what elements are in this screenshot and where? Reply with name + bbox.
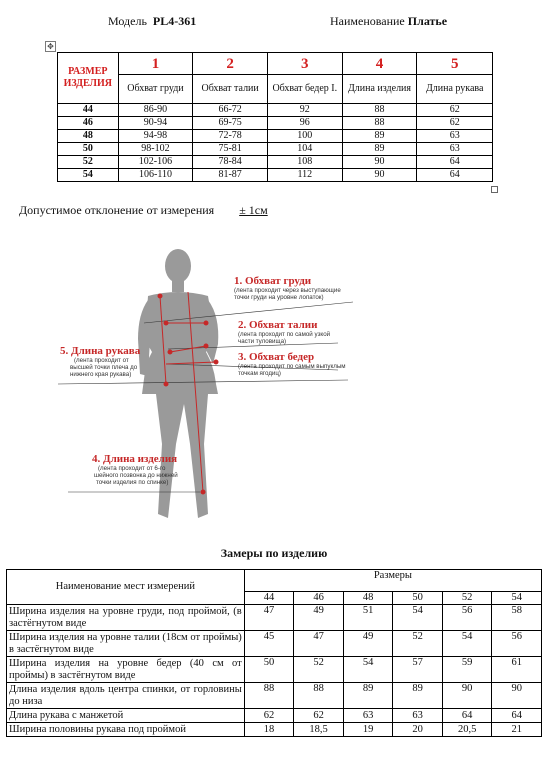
- table-cell: 86-90: [118, 104, 193, 117]
- table-cell: 96: [267, 117, 342, 130]
- table-cell: 88: [244, 683, 294, 709]
- table-cell: 69-75: [193, 117, 268, 130]
- row-name: Ширина изделия на уровне бедер (40 см от проймы) в застёгнутом виде: [7, 657, 245, 683]
- table-cell: 45: [244, 631, 294, 657]
- table-cell: 62: [417, 104, 493, 117]
- table-row: [7, 723, 542, 737]
- table-cell: 54: [58, 169, 119, 182]
- table-row: [7, 657, 542, 683]
- label-chest-note: точки груди на уровне лопаток): [234, 294, 324, 301]
- table-cell: 58: [492, 605, 542, 631]
- table-cell: 88: [342, 104, 417, 117]
- table-cell: 46: [58, 117, 119, 130]
- table-cell: 106-110: [118, 169, 193, 182]
- table-cell: 51: [343, 605, 393, 631]
- sizes-header: Размеры: [244, 570, 541, 592]
- table-cell: 100: [267, 130, 342, 143]
- table-row: [7, 709, 542, 723]
- label-waist: [238, 319, 331, 345]
- measurements-table: [6, 569, 542, 737]
- label-sleeve-note: (лента проходит от: [74, 357, 129, 364]
- table-cell: 75-81: [193, 143, 268, 156]
- table-row: [7, 683, 542, 709]
- table-cell: 102-106: [118, 156, 193, 169]
- size-cell: 50: [393, 592, 443, 605]
- column-name: Обхват талии: [193, 75, 268, 104]
- size-cell: 46: [294, 592, 344, 605]
- table-cell: 59: [442, 657, 492, 683]
- table-row: [58, 143, 493, 156]
- row-name: Длина изделия вдоль центра спинки, от горловины до низа: [7, 683, 245, 709]
- table-row: [7, 605, 542, 631]
- model-value: PL4-361: [152, 14, 197, 28]
- name-value: Платье: [407, 14, 448, 28]
- table-cell: 98-102: [118, 143, 193, 156]
- label-chest: [234, 275, 341, 301]
- column-name: Длина изделия: [342, 75, 417, 104]
- table-cell: 108: [267, 156, 342, 169]
- size-cell: 48: [343, 592, 393, 605]
- table-cell: 64: [492, 709, 542, 723]
- table-cell: 64: [417, 156, 493, 169]
- table-cell: 47: [294, 631, 344, 657]
- model-line: [108, 14, 196, 29]
- table-cell: 104: [267, 143, 342, 156]
- table-cell: 62: [244, 709, 294, 723]
- table-cell: 50: [58, 143, 119, 156]
- table-cell: 94-98: [118, 130, 193, 143]
- label-chest-title: 1. Обхват груди: [234, 275, 312, 287]
- table-cell: 90: [342, 156, 417, 169]
- table-cell: 63: [417, 143, 493, 156]
- row-name: Ширина половины рукава под проймой: [7, 723, 245, 737]
- name-label: Наименование: [330, 14, 405, 28]
- table-cell: 66-72: [193, 104, 268, 117]
- table-cell: 88: [294, 683, 344, 709]
- table-cell: 78-84: [193, 156, 268, 169]
- table-cell: 54: [343, 657, 393, 683]
- row-name: Длина рукава с манжетой: [7, 709, 245, 723]
- table-cell: 88: [342, 117, 417, 130]
- table-cell: 89: [342, 130, 417, 143]
- table-cell: 48: [58, 130, 119, 143]
- measurements-title: Замеры по изделию: [220, 546, 328, 560]
- column-name: Обхват груди: [118, 75, 193, 104]
- label-hips: [238, 351, 346, 377]
- table-cell: 89: [393, 683, 443, 709]
- row-name: Ширина изделия на уровне талии (18см от проймы) в застёгнутом виде: [7, 631, 245, 657]
- table-row: [58, 117, 493, 130]
- label-sleeve-title: 5. Длина рукава: [60, 345, 141, 357]
- table-cell: 72-78: [193, 130, 268, 143]
- table-cell: 57: [393, 657, 443, 683]
- table-cell: 52: [58, 156, 119, 169]
- table-row: [7, 631, 542, 657]
- tolerance-value: ± 1см: [239, 203, 268, 217]
- table-cell: 52: [393, 631, 443, 657]
- label-length-title: 4. Длина изделия: [92, 453, 178, 465]
- table-cell: 64: [417, 169, 493, 182]
- table-cell: 90: [342, 169, 417, 182]
- table-cell: 54: [442, 631, 492, 657]
- size-header: РАЗМЕР ИЗДЕЛИЯ: [58, 53, 119, 104]
- table-cell: 90: [492, 683, 542, 709]
- model-label: Модель: [108, 14, 147, 28]
- label-waist-title: 2. Обхват талии: [238, 319, 318, 331]
- table-row: [58, 130, 493, 143]
- table-cell: 47: [244, 605, 294, 631]
- row-name: Ширина изделия на уровне груди, под проймой, (в застёгнутом виде: [7, 605, 245, 631]
- table-cell: 63: [343, 709, 393, 723]
- name-line: [330, 14, 447, 29]
- table-cell: 49: [343, 631, 393, 657]
- tolerance-line: [19, 203, 268, 218]
- table-cell: 56: [442, 605, 492, 631]
- table-cell: 92: [267, 104, 342, 117]
- label-waist-note: части туловища): [238, 338, 287, 345]
- table-cell: 20,5: [442, 723, 492, 737]
- table-row: [58, 104, 493, 117]
- column-number: 5: [417, 53, 493, 75]
- table-row: [58, 169, 493, 182]
- label-length-note: (лента проходит от 6-го: [98, 465, 166, 472]
- table-cell: 52: [294, 657, 344, 683]
- column-number: 3: [267, 53, 342, 75]
- label-waist-note: (лента проходит по самой узкой: [238, 331, 331, 338]
- table-cell: 20: [393, 723, 443, 737]
- table-cell: 64: [442, 709, 492, 723]
- table-cell: 62: [294, 709, 344, 723]
- table-cell: 61: [492, 657, 542, 683]
- size-table: [57, 52, 493, 182]
- column-name: Обхват бедер I.: [267, 75, 342, 104]
- table-cell: 19: [343, 723, 393, 737]
- table-cell: 56: [492, 631, 542, 657]
- size-cell: 52: [442, 592, 492, 605]
- table-cell: 81-87: [193, 169, 268, 182]
- table-cell: 63: [393, 709, 443, 723]
- column-number: 1: [118, 53, 193, 75]
- table-cell: 89: [342, 143, 417, 156]
- table-cell: 50: [244, 657, 294, 683]
- size-cell: 54: [492, 592, 542, 605]
- label-sleeve-note: высшей точки плеча до: [70, 364, 138, 371]
- label-hips-note: точкам ягодиц): [238, 370, 281, 377]
- measurement-figure: [48, 244, 368, 529]
- table-cell: 18: [244, 723, 294, 737]
- label-hips-note: (лента проходит по самым выпуклым: [238, 363, 346, 370]
- table-cell: 62: [417, 117, 493, 130]
- table-cell: 49: [294, 605, 344, 631]
- size-cell: 44: [244, 592, 294, 605]
- table-cell: 112: [267, 169, 342, 182]
- column-name: Длина рукава: [417, 75, 493, 104]
- table-cell: 89: [343, 683, 393, 709]
- label-hips-title: 3. Обхват бедер: [238, 351, 315, 363]
- label-length-note: точки изделия по спинке): [96, 479, 169, 486]
- tolerance-text: Допустимое отклонение от измерения: [19, 203, 215, 217]
- label-sleeve-note: нижнего края рукава): [70, 371, 132, 378]
- label-length-note: шейного позвонка до нижней: [94, 472, 178, 479]
- table-cell: 90-94: [118, 117, 193, 130]
- table-cell: 63: [417, 130, 493, 143]
- table-cell: 54: [393, 605, 443, 631]
- table-cell: 21: [492, 723, 542, 737]
- table-move-handle-icon[interactable]: ✥: [45, 41, 56, 52]
- table-resize-handle[interactable]: [491, 186, 498, 193]
- table-row: [58, 156, 493, 169]
- label-length: [92, 453, 178, 486]
- column-number: 2: [193, 53, 268, 75]
- column-number: 4: [342, 53, 417, 75]
- name-header: Наименование мест измерений: [7, 570, 245, 605]
- table-cell: 18,5: [294, 723, 344, 737]
- table-cell: 90: [442, 683, 492, 709]
- label-chest-note: (лента проходит через выступающие: [234, 287, 341, 294]
- label-sleeve: [60, 345, 141, 378]
- table-cell: 44: [58, 104, 119, 117]
